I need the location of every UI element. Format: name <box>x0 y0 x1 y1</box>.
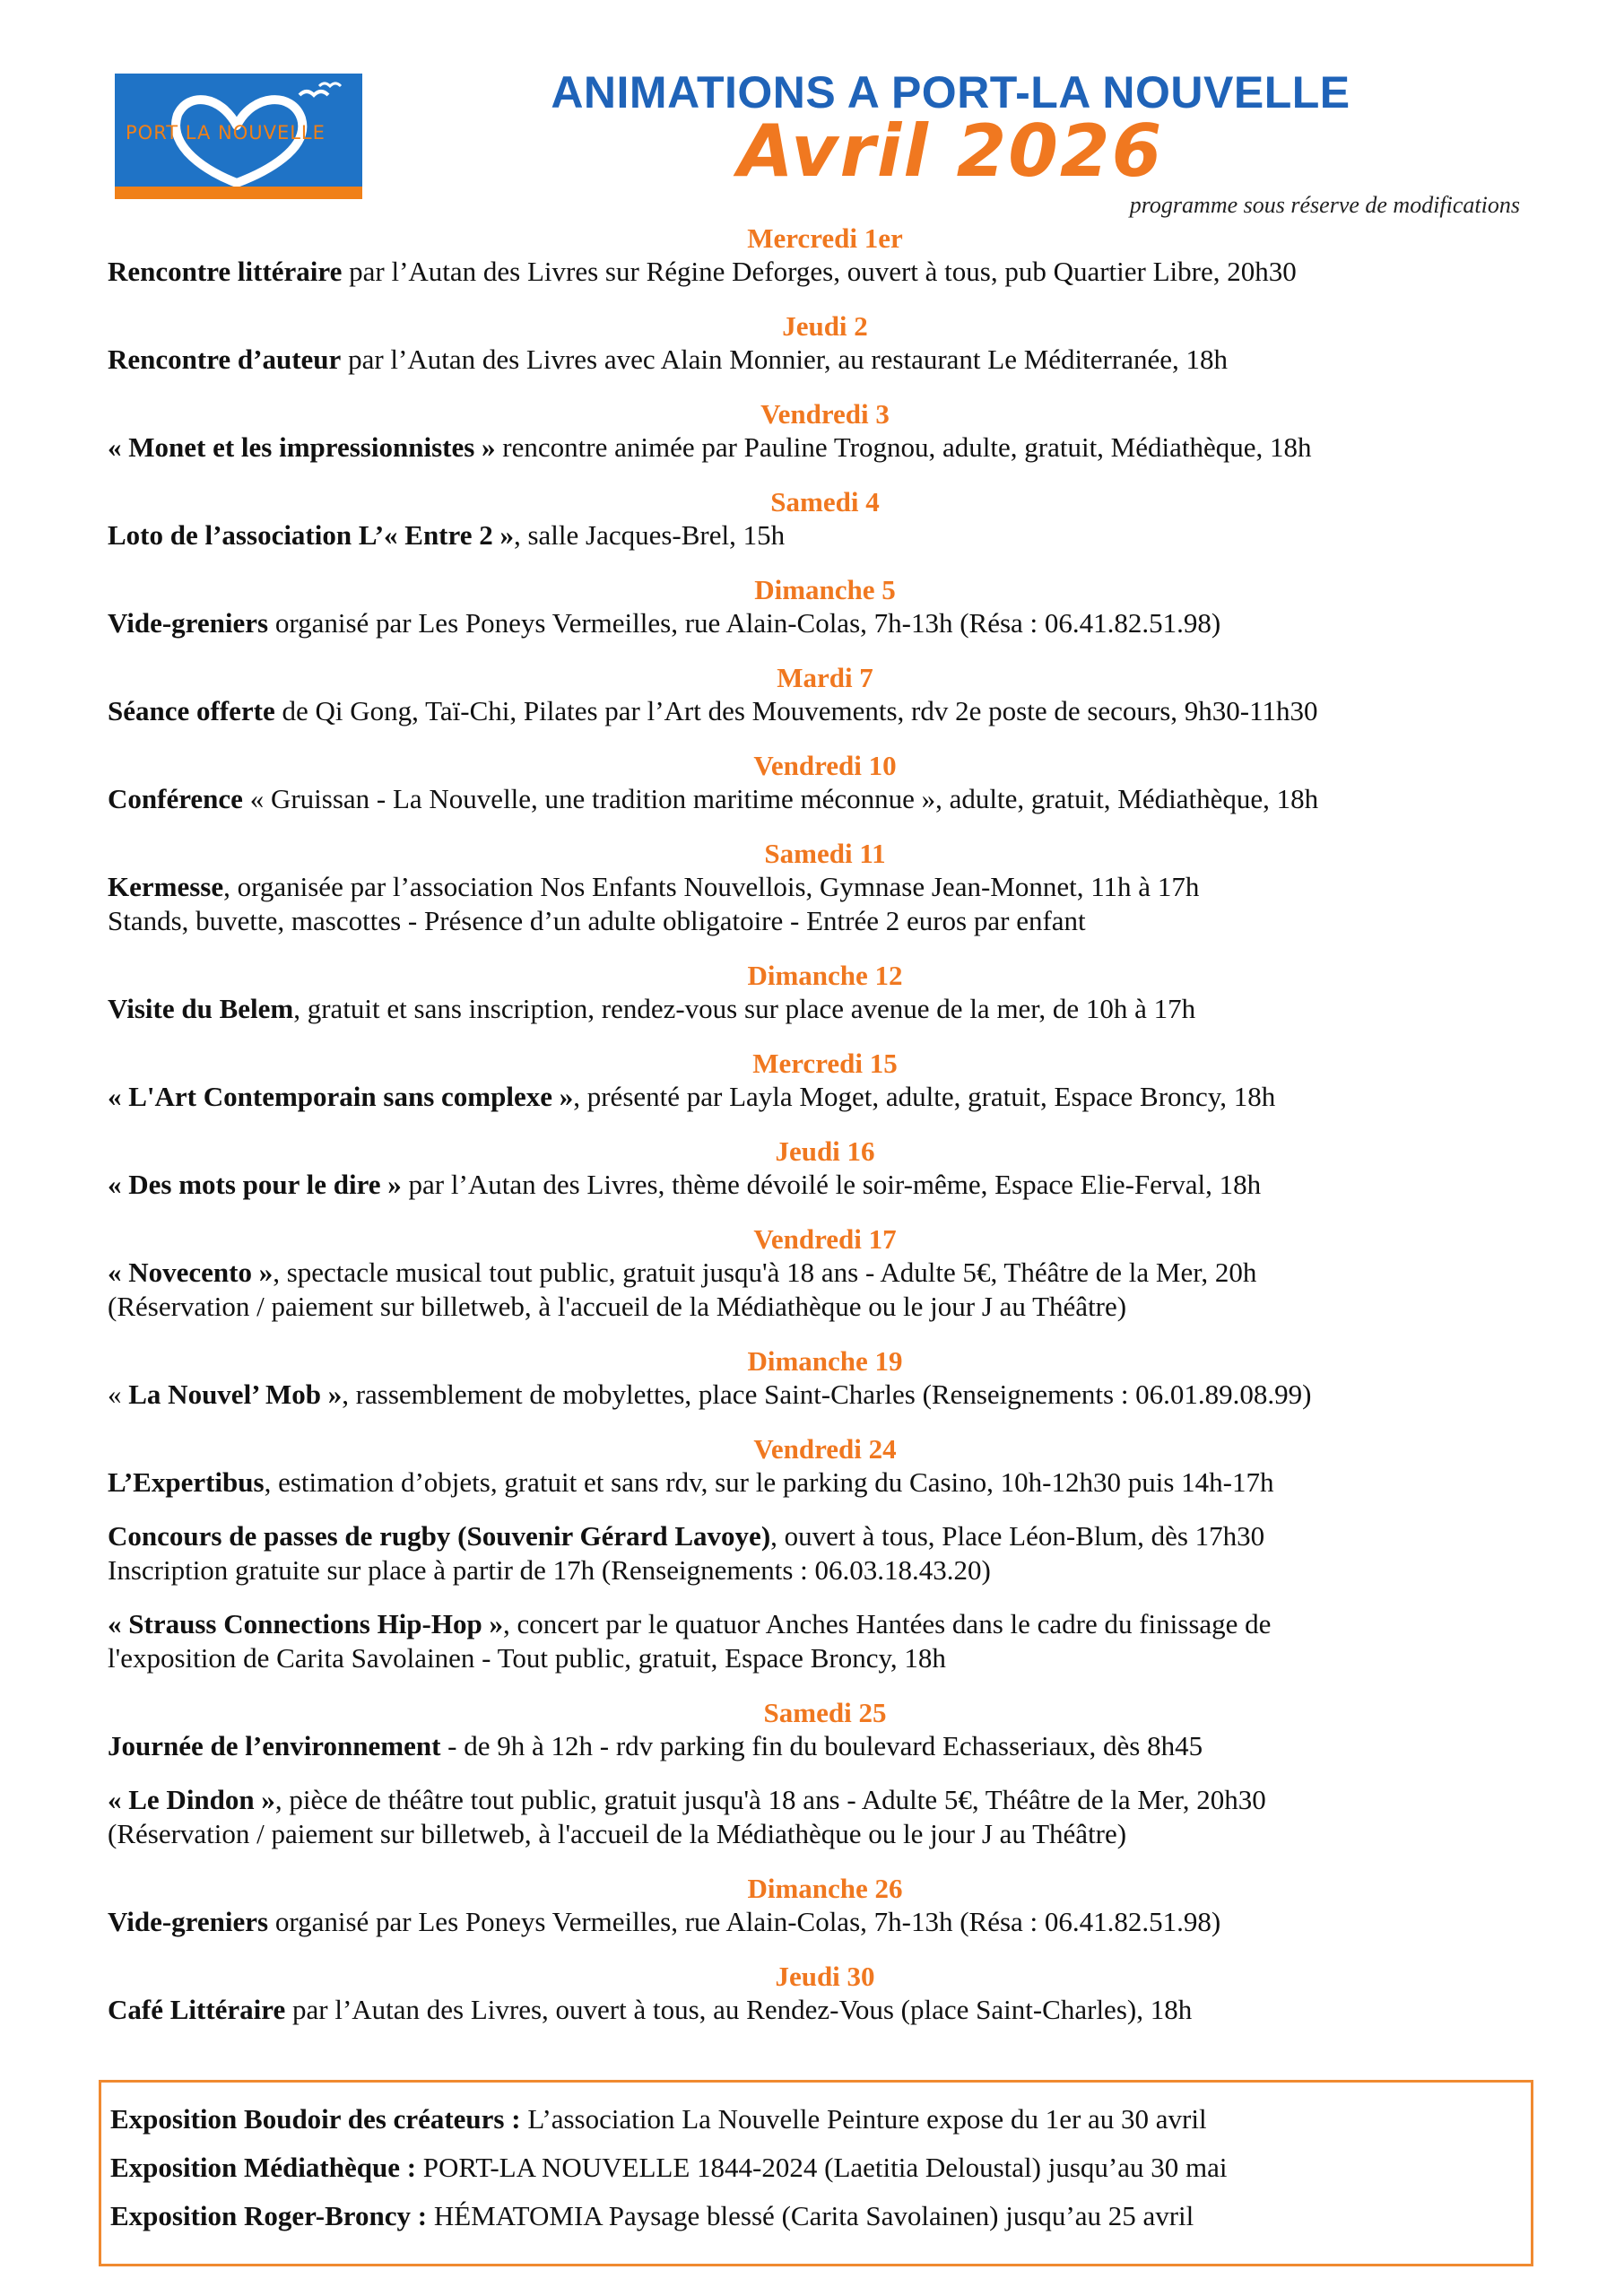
spacer <box>108 1587 1542 1607</box>
event-title: « Le Dindon » <box>108 1784 275 1815</box>
event-line <box>108 1993 1542 2027</box>
event-title: L’Expertibus <box>108 1466 265 1498</box>
event-details: par l’Autan des Livres avec Alain Monnier, au restaurant Le Méditerranée, 18h <box>341 344 1228 375</box>
event-details: rencontre animée par Pauline Trognou, adulte, gratuit, Médiathèque, 18h <box>495 431 1312 463</box>
event-details: Inscription gratuite sur place à partir de 17h (Renseignements : 06.03.18.43.20) <box>108 1554 991 1586</box>
event-title: Exposition Roger-Broncy : <box>110 2200 428 2231</box>
event-details: par l’Autan des Livres, ouvert à tous, au Rendez-Vous (place Saint-Charles), 18h <box>285 1994 1193 2025</box>
event-details: , présenté par Layla Moget, adulte, gratuit, Espace Broncy, 18h <box>573 1081 1276 1112</box>
event-line <box>108 992 1542 1026</box>
event-details: (Réservation / paiement sur billetweb, à l'accueil de la Médiathèque ou le jour J au Théâtre) <box>108 1818 1127 1849</box>
event-item <box>108 255 1542 289</box>
event-item <box>108 1783 1542 1851</box>
spacer <box>108 1412 1542 1433</box>
event-title: Loto de l’association L’« Entre 2 » <box>108 519 514 551</box>
event-details: de Qi Gong, Taï-Chi, Pilates par l’Art des Mouvements, rdv 2e poste de secours, 9h30-11h30 <box>274 695 1318 726</box>
event-details: L’association La Nouvelle Peinture expose du 1er au 30 avril <box>520 2103 1207 2135</box>
event-details: (Réservation / paiement sur billetweb, à l'accueil de la Médiathèque ou le jour J au Théâtre) <box>108 1291 1127 1322</box>
event-line <box>108 1729 1542 1763</box>
event-title: Rencontre d’auteur <box>108 344 342 375</box>
event-title: Visite du Belem <box>108 993 294 1024</box>
event-title: Exposition Médiathèque : <box>110 2152 417 2183</box>
event-item <box>108 782 1542 816</box>
event-item <box>108 518 1542 552</box>
event-item <box>108 1519 1542 1587</box>
event-line <box>108 1256 1542 1290</box>
event-details: , organisée par l’association Nos Enfants Nouvellois, Gymnase Jean-Monnet, 11h à 17h <box>223 871 1200 902</box>
event-item <box>108 870 1542 938</box>
event-line <box>108 870 1542 904</box>
event-line <box>108 255 1542 289</box>
event-title: Kermesse <box>108 871 224 902</box>
event-line <box>110 2095 1531 2144</box>
event-line <box>108 606 1542 640</box>
event-line <box>108 694 1542 728</box>
event-item <box>108 1729 1542 1763</box>
day-heading: Dimanche 12 <box>747 960 903 991</box>
event-item <box>108 430 1542 465</box>
event-item <box>108 1905 1542 1939</box>
spacer <box>108 1202 1542 1223</box>
event-details: , concert par le quatuor Anches Hantées dans le cadre du finissage de <box>502 1608 1272 1639</box>
event-line <box>108 1607 1542 1641</box>
event-line <box>108 1290 1542 1324</box>
event-details: organisé par Les Poneys Vermeilles, rue Alain-Colas, 7h-13h (Résa : 06.41.82.51.98) <box>268 1906 1221 1937</box>
event-title: « L'Art Contemporain sans complexe » <box>108 1081 574 1112</box>
event-item <box>108 694 1542 728</box>
event-details: organisé par Les Poneys Vermeilles, rue Alain-Colas, 7h-13h (Résa : 06.41.82.51.98) <box>268 607 1221 639</box>
event-details: , pièce de théâtre tout public, gratuit jusqu'à 18 ans - Adulte 5€, Théâtre de la Mer, 20h30 <box>274 1784 1266 1815</box>
event-details: « Gruissan - La Nouvelle, une tradition maritime méconnue », adulte, gratuit, Médiathèque, 18h <box>242 783 1319 814</box>
event-title: Vide-greniers <box>108 607 269 639</box>
spacer <box>108 1675 1542 1697</box>
day-heading: Vendredi 10 <box>753 750 897 781</box>
day-heading: Samedi 25 <box>763 1697 887 1728</box>
event-item <box>108 1080 1542 1114</box>
event-details: HÉMATOMIA Paysage blessé (Carita Savolainen) jusqu’au 25 avril <box>427 2200 1194 2231</box>
event-line <box>108 1378 1542 1412</box>
day-heading: Vendredi 24 <box>753 1433 897 1465</box>
day-heading: Jeudi 2 <box>782 310 868 342</box>
event-line <box>108 343 1542 377</box>
day-heading: Jeudi 16 <box>775 1135 875 1167</box>
day-heading: Jeudi 30 <box>775 1961 875 1992</box>
spacer <box>108 1026 1542 1048</box>
day-heading: Dimanche 26 <box>747 1873 903 1904</box>
event-line <box>108 518 1542 552</box>
event-details: par l’Autan des Livres sur Régine Deforges, ouvert à tous, pub Quartier Libre, 20h30 <box>342 256 1297 287</box>
event-line <box>108 782 1542 816</box>
spacer <box>108 1763 1542 1783</box>
event-title: Exposition Boudoir des créateurs : <box>110 2103 521 2135</box>
disclaimer: programme sous réserve de modifications <box>1129 192 1520 218</box>
spacer <box>108 1500 1542 1519</box>
event-title: Séance offerte <box>108 695 275 726</box>
event-line <box>108 1080 1542 1114</box>
event-item <box>108 1465 1542 1500</box>
event-details: , spectacle musical tout public, gratuit jusqu'à 18 ans - Adulte 5€, Théâtre de la Mer, 20h <box>273 1257 1257 1288</box>
event-line <box>108 1519 1542 1553</box>
event-details: - de 9h à 12h - rdv parking fin du boulevard Echasseriaux, dès 8h45 <box>440 1730 1203 1761</box>
event-line <box>108 430 1542 465</box>
day-heading: Vendredi 17 <box>753 1223 897 1255</box>
event-title: « Strauss Connections Hip-Hop » <box>108 1608 503 1639</box>
event-item <box>108 343 1542 377</box>
event-line <box>108 1783 1542 1817</box>
event-details: , gratuit et sans inscription, rendez-vous sur place avenue de la mer, de 10h à 17h <box>293 993 1196 1024</box>
spacer <box>108 289 1542 310</box>
event-title: « Novecento » <box>108 1257 274 1288</box>
event-line <box>108 1641 1542 1675</box>
spacer <box>108 377 1542 398</box>
event-title: La Nouvel’ Mob » <box>128 1378 343 1410</box>
event-details: , estimation d’objets, gratuit et sans rdv, sur le parking du Casino, 10h-12h30 puis 14h-17h <box>264 1466 1274 1498</box>
day-heading: Mercredi 1er <box>747 222 903 254</box>
spacer <box>108 1851 1542 1873</box>
event-line <box>108 1465 1542 1500</box>
spacer <box>108 938 1542 960</box>
day-heading: Mardi 7 <box>777 662 873 693</box>
event-details: , ouvert à tous, Place Léon-Blum, dès 17h30 <box>770 1520 1265 1552</box>
event-details: par l’Autan des Livres, thème dévoilé le soir-même, Espace Elie-Ferval, 18h <box>401 1169 1262 1200</box>
event-title: « Des mots pour le dire » <box>108 1169 402 1200</box>
event-line <box>108 904 1542 938</box>
event-line <box>110 2192 1531 2240</box>
logo-text: PORT LA NOUVELLE <box>126 122 326 144</box>
spacer <box>108 816 1542 838</box>
expositions-box <box>99 2080 1533 2266</box>
event-details: Stands, buvette, mascottes - Présence d’un adulte obligatoire - Entrée 2 euros par enfant <box>108 905 1086 936</box>
event-title: Rencontre littéraire <box>108 256 343 287</box>
day-heading: Samedi 11 <box>764 838 886 869</box>
day-heading: Dimanche 5 <box>754 574 896 605</box>
month-title: Avril 2026 <box>737 109 1164 193</box>
spacer <box>108 1324 1542 1345</box>
spacer <box>108 728 1542 750</box>
event-line <box>108 1168 1542 1202</box>
day-heading: Mercredi 15 <box>752 1048 898 1079</box>
event-item <box>108 992 1542 1026</box>
event-title: Café Littéraire <box>108 1994 286 2025</box>
spacer <box>108 1114 1542 1135</box>
day-heading: Vendredi 3 <box>760 398 890 430</box>
event-details: , salle Jacques-Brel, 15h <box>513 519 786 551</box>
page-title: ANIMATIONS A PORT-LA NOUVELLE <box>551 67 1350 117</box>
event-title: Journée de l’environnement <box>108 1730 441 1761</box>
event-title: « Monet et les impressionnistes » <box>108 431 496 463</box>
event-details: PORT-LA NOUVELLE 1844-2024 (Laetitia Deloustal) jusqu’au 30 mai <box>416 2152 1228 2183</box>
event-line <box>108 1905 1542 1939</box>
event-item <box>108 606 1542 640</box>
day-heading: Dimanche 19 <box>747 1345 903 1377</box>
event-title: Conférence <box>108 783 243 814</box>
spacer <box>108 552 1542 574</box>
event-item <box>108 1256 1542 1324</box>
event-line <box>110 2144 1531 2192</box>
events-list <box>108 222 1542 2027</box>
event-item <box>108 1378 1542 1412</box>
event-title: Concours de passes de rugby (Souvenir Gérard Lavoye) <box>108 1520 771 1552</box>
logo <box>115 74 362 199</box>
spacer <box>108 640 1542 662</box>
event-title: Vide-greniers <box>108 1906 269 1937</box>
event-details: l'exposition de Carita Savolainen - Tout public, gratuit, Espace Broncy, 18h <box>108 1642 946 1674</box>
event-line <box>108 1553 1542 1587</box>
event-item <box>108 1168 1542 1202</box>
day-heading: Samedi 4 <box>770 486 880 517</box>
logo-stripe <box>115 187 362 199</box>
spacer <box>108 465 1542 486</box>
event-prefix: « <box>108 1378 129 1410</box>
event-item <box>108 1993 1542 2027</box>
event-line <box>108 1817 1542 1851</box>
event-item <box>108 1607 1542 1675</box>
spacer <box>108 1939 1542 1961</box>
event-details: , rassemblement de mobylettes, place Saint-Charles (Renseignements : 06.01.89.08.99) <box>342 1378 1312 1410</box>
